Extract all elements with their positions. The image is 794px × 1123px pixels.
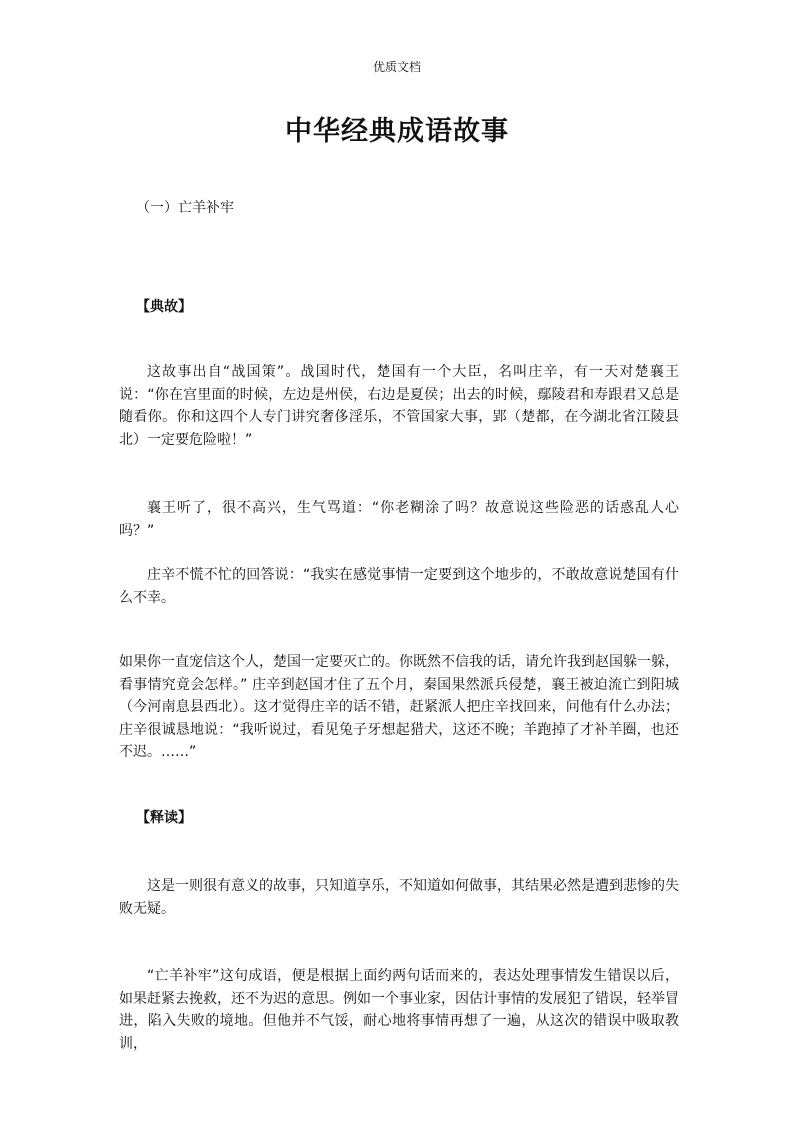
section-label-diangu: 【典故】 [136,299,192,315]
story-subtitle: （一）亡羊补牢 [136,200,234,216]
paragraph-zhuangxin-answer: 庄辛不慌不忙的回答说：“我实在感觉事情一定要到这个地步的，不敢故意说楚国有什么不幸。 [119,567,679,606]
paragraph-xiangwang-reply: 襄王听了，很不高兴，生气骂道：“你老糊涂了吗？故意说这些险恶的话惑乱人心吗？” [119,500,679,539]
paragraph-diangu-intro: 这故事出自“战国策”。战国时代，楚国有一个大臣，名叫庄辛，有一天对楚襄王说：“你在宫里面的时候，左边是州侯，右边是夏侯；出去的时候，鄢陵君和寿跟君又总是随看你。你和这四个人专门讲究奢侈淫乐，不管国家大事，郢（楚都，在今湖北省江陵县北）一定要危险啦！” [119,364,679,448]
document-title: 中华经典成语故事 [285,116,509,147]
section-label-shidu: 【释读】 [136,810,192,826]
paragraph-idiom-explanation: “亡羊补牢”这句成语，便是根据上面约两句话而来的，表达处理事情发生错误以后，如果赶紧去挽救，还不为迟的意思。例如一个事业家，因估计事情的发展犯了错误，轻举冒进，陷入失败的境地。但他并不气馁，耐心地将事情再想了一遍，从这次的错误中吸取教训， [119,968,679,1052]
paragraph-shidu-meaning: 这是一则很有意义的故事，只知道享乐，不知道如何做事，其结果必然是遭到悲惨的失败无疑。 [119,878,679,917]
page-header: 优质文档 [372,60,421,74]
paragraph-story-continued: 如果你一直宠信这个人，楚国一定要灭亡的。你既然不信我的话，请允许我到赵国躲一躲，看事情究竟会怎样。” 庄辛到赵国才住了五个月，秦国果然派兵侵楚，襄王被迫流亡到阳城（今河南息县西北）。这才觉得庄辛的话不错，赶紧派人把庄辛找回来，问他有什么办法；庄辛很诚恳地说：“我听说过，看见兔子牙想起猎犬，这还不晚；羊跑掉了才补羊圈，也还不迟。……” [119,654,679,760]
